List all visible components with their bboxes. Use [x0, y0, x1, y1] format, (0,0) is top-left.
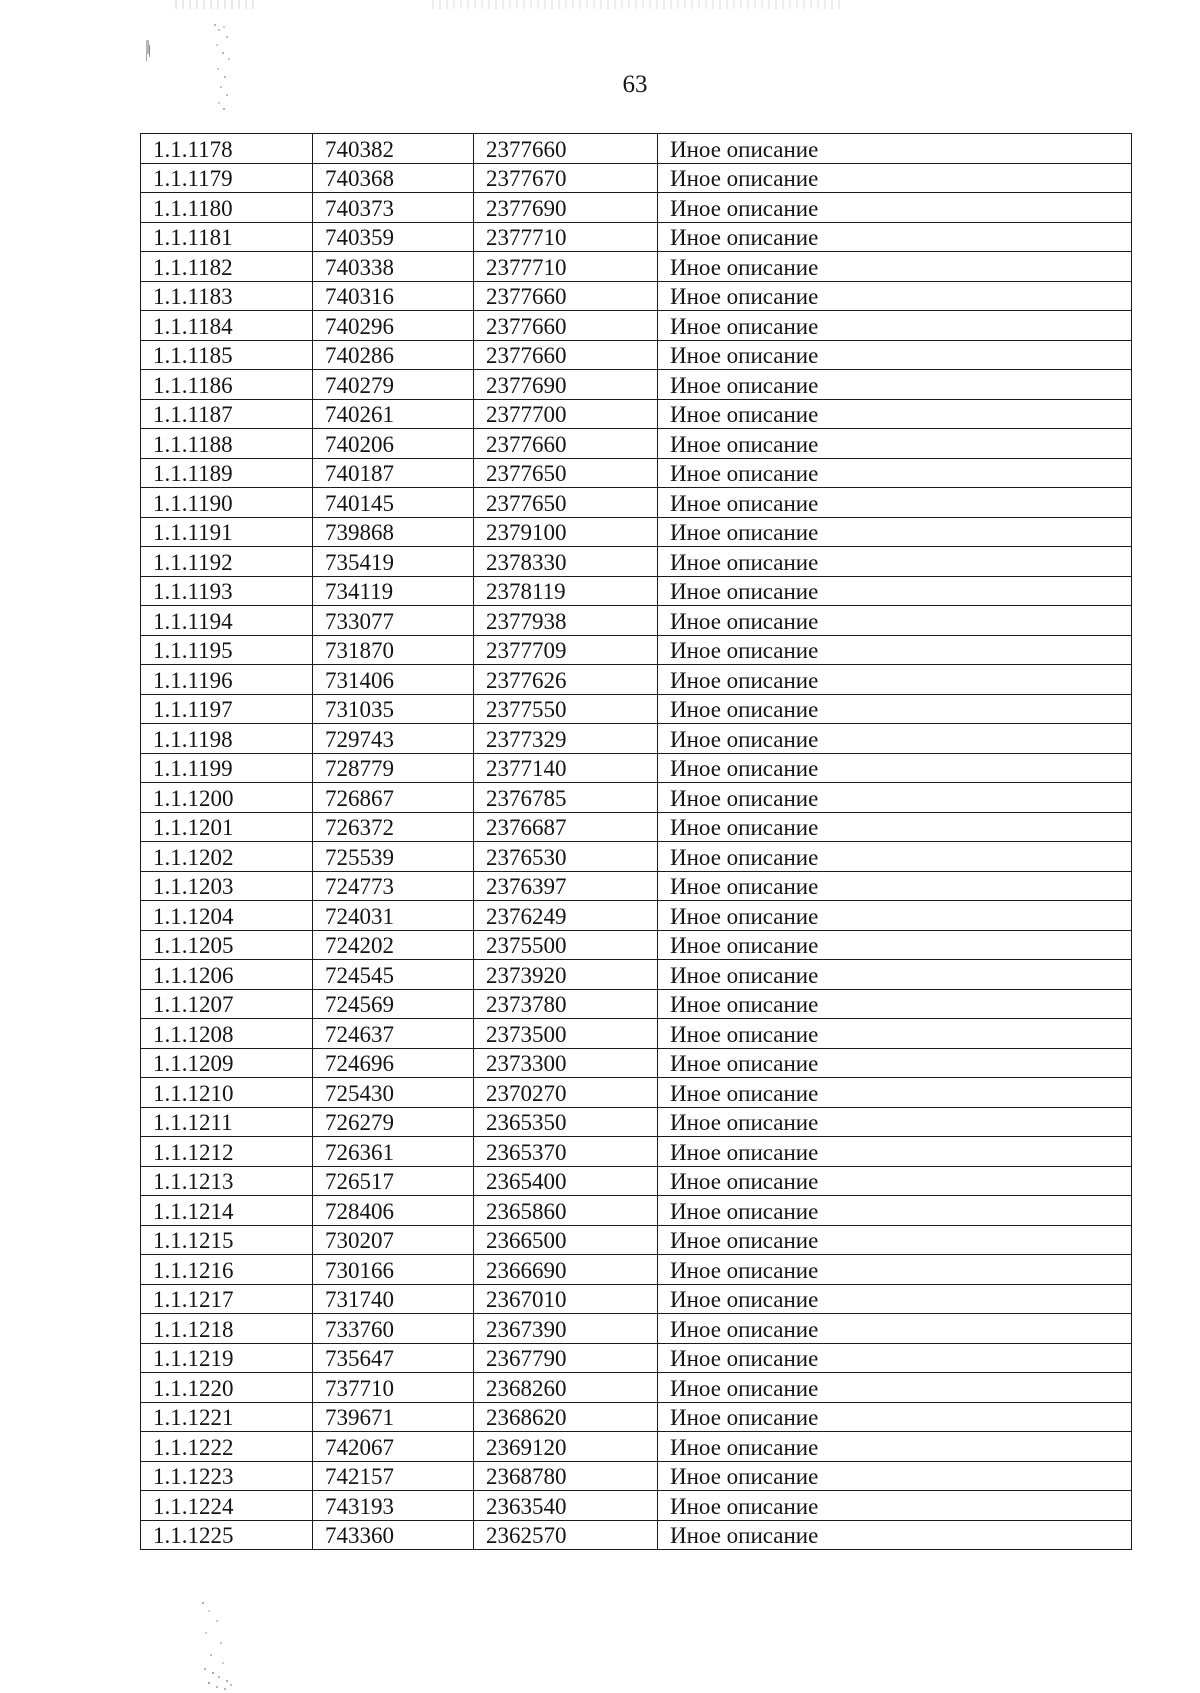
coordinate-2-cell: 2367390: [474, 1314, 658, 1344]
coordinate-2-cell: 2377700: [474, 399, 658, 429]
description-cell: Иное описание: [658, 724, 1132, 754]
coordinate-2-cell: 2377670: [474, 163, 658, 193]
table-row: [141, 724, 1132, 754]
point-id-cell: 1.1.1225: [141, 1520, 313, 1550]
coordinate-2-cell: 2376530: [474, 842, 658, 872]
point-id-cell: 1.1.1180: [141, 193, 313, 223]
description-cell: Иное описание: [658, 222, 1132, 252]
coordinate-1-cell: 731406: [313, 665, 474, 695]
coordinate-1-cell: 742067: [313, 1432, 474, 1462]
table-row: [141, 1343, 1132, 1373]
coordinate-1-cell: 739868: [313, 517, 474, 547]
table-row: [141, 134, 1132, 164]
coordinate-2-cell: 2373300: [474, 1048, 658, 1078]
table-row: [141, 635, 1132, 665]
point-id-cell: 1.1.1191: [141, 517, 313, 547]
coordinate-1-cell: 726517: [313, 1166, 474, 1196]
scan-speck: [146, 40, 149, 54]
description-cell: Иное описание: [658, 311, 1132, 341]
table-row: [141, 311, 1132, 341]
table-row: [141, 1284, 1132, 1314]
coordinate-1-cell: 728779: [313, 753, 474, 783]
description-cell: Иное описание: [658, 812, 1132, 842]
coordinate-2-cell: 2368780: [474, 1461, 658, 1491]
description-cell: Иное описание: [658, 1432, 1132, 1462]
coordinate-1-cell: 740279: [313, 370, 474, 400]
table-row: [141, 753, 1132, 783]
point-id-cell: 1.1.1214: [141, 1196, 313, 1226]
table-row: [141, 252, 1132, 282]
table-row: [141, 193, 1132, 223]
description-cell: Иное описание: [658, 252, 1132, 282]
point-id-cell: 1.1.1188: [141, 429, 313, 459]
description-cell: Иное описание: [658, 429, 1132, 459]
coordinate-2-cell: 2376249: [474, 901, 658, 931]
description-cell: Иное описание: [658, 1314, 1132, 1344]
coordinate-2-cell: 2377709: [474, 635, 658, 665]
coordinate-1-cell: 730207: [313, 1225, 474, 1255]
table-row: [141, 399, 1132, 429]
coordinate-1-cell: 740338: [313, 252, 474, 282]
table-row: [141, 576, 1132, 606]
description-cell: Иное описание: [658, 1373, 1132, 1403]
point-id-cell: 1.1.1201: [141, 812, 313, 842]
description-cell: Иное описание: [658, 694, 1132, 724]
point-id-cell: 1.1.1209: [141, 1048, 313, 1078]
table-row: [141, 871, 1132, 901]
table-row: [141, 1196, 1132, 1226]
point-id-cell: 1.1.1179: [141, 163, 313, 193]
table-row: [141, 901, 1132, 931]
coordinate-2-cell: 2375500: [474, 930, 658, 960]
coordinate-1-cell: 728406: [313, 1196, 474, 1226]
point-id-cell: 1.1.1186: [141, 370, 313, 400]
coordinate-1-cell: 731740: [313, 1284, 474, 1314]
coordinate-1-cell: 726279: [313, 1107, 474, 1137]
coordinates-table-body: [141, 134, 1132, 1550]
description-cell: Иное описание: [658, 1107, 1132, 1137]
description-cell: Иное описание: [658, 930, 1132, 960]
table-row: [141, 930, 1132, 960]
table-row: [141, 783, 1132, 813]
coordinate-2-cell: 2368620: [474, 1402, 658, 1432]
coordinate-2-cell: 2373920: [474, 960, 658, 990]
scan-speck: [202, 1602, 204, 1604]
point-id-cell: 1.1.1178: [141, 134, 313, 164]
table-row: [141, 842, 1132, 872]
description-cell: Иное описание: [658, 1520, 1132, 1550]
coordinate-2-cell: 2365860: [474, 1196, 658, 1226]
coordinate-2-cell: 2377650: [474, 488, 658, 518]
point-id-cell: 1.1.1182: [141, 252, 313, 282]
coordinate-2-cell: 2379100: [474, 517, 658, 547]
scan-noise: [175, 0, 259, 9]
coordinate-1-cell: 724569: [313, 989, 474, 1019]
description-cell: Иное описание: [658, 1343, 1132, 1373]
coordinate-1-cell: 731870: [313, 635, 474, 665]
coordinate-1-cell: 740382: [313, 134, 474, 164]
coordinate-2-cell: 2369120: [474, 1432, 658, 1462]
coordinate-1-cell: 724202: [313, 930, 474, 960]
point-id-cell: 1.1.1203: [141, 871, 313, 901]
table-row: [141, 1107, 1132, 1137]
point-id-cell: 1.1.1194: [141, 606, 313, 636]
coordinate-1-cell: 740145: [313, 488, 474, 518]
point-id-cell: 1.1.1196: [141, 665, 313, 695]
coordinate-1-cell: 726361: [313, 1137, 474, 1167]
coordinate-2-cell: 2376397: [474, 871, 658, 901]
coordinate-2-cell: 2377690: [474, 370, 658, 400]
point-id-cell: 1.1.1212: [141, 1137, 313, 1167]
point-id-cell: 1.1.1205: [141, 930, 313, 960]
description-cell: Иное описание: [658, 842, 1132, 872]
table-row: [141, 517, 1132, 547]
coordinate-2-cell: 2377660: [474, 340, 658, 370]
table-row: [141, 429, 1132, 459]
coordinate-1-cell: 740296: [313, 311, 474, 341]
table-row: [141, 812, 1132, 842]
description-cell: Иное описание: [658, 399, 1132, 429]
coordinate-1-cell: 724031: [313, 901, 474, 931]
table-row: [141, 1432, 1132, 1462]
table-row: [141, 1373, 1132, 1403]
point-id-cell: 1.1.1223: [141, 1461, 313, 1491]
table-row: [141, 606, 1132, 636]
description-cell: Иное описание: [658, 370, 1132, 400]
point-id-cell: 1.1.1222: [141, 1432, 313, 1462]
coordinate-1-cell: 731035: [313, 694, 474, 724]
table-row: [141, 163, 1132, 193]
table-row: [141, 1314, 1132, 1344]
coordinates-table: [140, 133, 1132, 1550]
coordinate-1-cell: 724637: [313, 1019, 474, 1049]
coordinate-2-cell: 2373780: [474, 989, 658, 1019]
point-id-cell: 1.1.1215: [141, 1225, 313, 1255]
coordinate-2-cell: 2377660: [474, 429, 658, 459]
point-id-cell: 1.1.1185: [141, 340, 313, 370]
table-row: [141, 1491, 1132, 1521]
table-row: [141, 370, 1132, 400]
table-row: [141, 547, 1132, 577]
coordinate-1-cell: 725430: [313, 1078, 474, 1108]
description-cell: Иное описание: [658, 517, 1132, 547]
coordinate-1-cell: 724773: [313, 871, 474, 901]
coordinate-1-cell: 743360: [313, 1520, 474, 1550]
point-id-cell: 1.1.1200: [141, 783, 313, 813]
point-id-cell: 1.1.1218: [141, 1314, 313, 1344]
coordinate-2-cell: 2365350: [474, 1107, 658, 1137]
point-id-cell: 1.1.1199: [141, 753, 313, 783]
coordinate-2-cell: 2366690: [474, 1255, 658, 1285]
point-id-cell: 1.1.1187: [141, 399, 313, 429]
table-row: [141, 281, 1132, 311]
coordinate-1-cell: 724696: [313, 1048, 474, 1078]
description-cell: Иное описание: [658, 1402, 1132, 1432]
description-cell: Иное описание: [658, 281, 1132, 311]
point-id-cell: 1.1.1183: [141, 281, 313, 311]
coordinate-2-cell: 2362570: [474, 1520, 658, 1550]
table-row: [141, 1078, 1132, 1108]
coordinate-1-cell: 733760: [313, 1314, 474, 1344]
point-id-cell: 1.1.1198: [141, 724, 313, 754]
coordinate-1-cell: 730166: [313, 1255, 474, 1285]
description-cell: Иное описание: [658, 753, 1132, 783]
point-id-cell: 1.1.1190: [141, 488, 313, 518]
description-cell: Иное описание: [658, 163, 1132, 193]
coordinate-1-cell: 726372: [313, 812, 474, 842]
coordinate-1-cell: 739671: [313, 1402, 474, 1432]
description-cell: Иное описание: [658, 458, 1132, 488]
table-row: [141, 665, 1132, 695]
coordinate-1-cell: 740373: [313, 193, 474, 223]
point-id-cell: 1.1.1193: [141, 576, 313, 606]
coordinate-2-cell: 2376687: [474, 812, 658, 842]
table-row: [141, 1255, 1132, 1285]
coordinate-2-cell: 2377710: [474, 222, 658, 252]
description-cell: Иное описание: [658, 989, 1132, 1019]
table-row: [141, 222, 1132, 252]
description-cell: Иное описание: [658, 635, 1132, 665]
coordinate-1-cell: 737710: [313, 1373, 474, 1403]
description-cell: Иное описание: [658, 1255, 1132, 1285]
point-id-cell: 1.1.1206: [141, 960, 313, 990]
coordinate-1-cell: 726867: [313, 783, 474, 813]
point-id-cell: 1.1.1192: [141, 547, 313, 577]
description-cell: Иное описание: [658, 134, 1132, 164]
coordinate-2-cell: 2368260: [474, 1373, 658, 1403]
description-cell: Иное описание: [658, 871, 1132, 901]
description-cell: Иное описание: [658, 1048, 1132, 1078]
table-row: [141, 1225, 1132, 1255]
point-id-cell: 1.1.1221: [141, 1402, 313, 1432]
coordinate-2-cell: 2373500: [474, 1019, 658, 1049]
coordinate-1-cell: 733077: [313, 606, 474, 636]
coordinate-2-cell: 2365370: [474, 1137, 658, 1167]
point-id-cell: 1.1.1211: [141, 1107, 313, 1137]
coordinate-2-cell: 2370270: [474, 1078, 658, 1108]
table-row: [141, 1402, 1132, 1432]
point-id-cell: 1.1.1195: [141, 635, 313, 665]
point-id-cell: 1.1.1189: [141, 458, 313, 488]
description-cell: Иное описание: [658, 193, 1132, 223]
coordinate-2-cell: 2366500: [474, 1225, 658, 1255]
point-id-cell: 1.1.1202: [141, 842, 313, 872]
coordinate-1-cell: 740368: [313, 163, 474, 193]
table-row: [141, 340, 1132, 370]
description-cell: Иное описание: [658, 606, 1132, 636]
coordinate-2-cell: 2377690: [474, 193, 658, 223]
coordinate-1-cell: 725539: [313, 842, 474, 872]
description-cell: Иное описание: [658, 901, 1132, 931]
description-cell: Иное описание: [658, 960, 1132, 990]
page-number: 63: [622, 71, 648, 98]
description-cell: Иное описание: [658, 1196, 1132, 1226]
description-cell: Иное описание: [658, 1137, 1132, 1167]
point-id-cell: 1.1.1219: [141, 1343, 313, 1373]
table-row: [141, 1019, 1132, 1049]
table-row: [141, 960, 1132, 990]
coordinate-2-cell: 2367010: [474, 1284, 658, 1314]
description-cell: Иное описание: [658, 1166, 1132, 1196]
point-id-cell: 1.1.1207: [141, 989, 313, 1019]
coordinate-2-cell: 2377140: [474, 753, 658, 783]
coordinate-2-cell: 2377650: [474, 458, 658, 488]
coordinate-1-cell: 740261: [313, 399, 474, 429]
point-id-cell: 1.1.1216: [141, 1255, 313, 1285]
description-cell: Иное описание: [658, 1284, 1132, 1314]
description-cell: Иное описание: [658, 1078, 1132, 1108]
point-id-cell: 1.1.1204: [141, 901, 313, 931]
coordinate-1-cell: 740286: [313, 340, 474, 370]
coordinate-2-cell: 2377660: [474, 281, 658, 311]
point-id-cell: 1.1.1220: [141, 1373, 313, 1403]
point-id-cell: 1.1.1224: [141, 1491, 313, 1521]
scan-speck: [214, 24, 216, 26]
table-row: [141, 1520, 1132, 1550]
scan-noise: [432, 0, 842, 9]
description-cell: Иное описание: [658, 488, 1132, 518]
point-id-cell: 1.1.1213: [141, 1166, 313, 1196]
description-cell: Иное описание: [658, 576, 1132, 606]
description-cell: Иное описание: [658, 665, 1132, 695]
table-row: [141, 1048, 1132, 1078]
table-row: [141, 458, 1132, 488]
table-row: [141, 1166, 1132, 1196]
coordinate-2-cell: 2376785: [474, 783, 658, 813]
coordinate-1-cell: 742157: [313, 1461, 474, 1491]
coordinate-2-cell: 2377938: [474, 606, 658, 636]
point-id-cell: 1.1.1217: [141, 1284, 313, 1314]
coordinate-1-cell: 740316: [313, 281, 474, 311]
coordinate-2-cell: 2377660: [474, 134, 658, 164]
coordinate-2-cell: 2377626: [474, 665, 658, 695]
point-id-cell: 1.1.1181: [141, 222, 313, 252]
point-id-cell: 1.1.1197: [141, 694, 313, 724]
coordinate-1-cell: 729743: [313, 724, 474, 754]
table-row: [141, 694, 1132, 724]
description-cell: Иное описание: [658, 340, 1132, 370]
point-id-cell: 1.1.1184: [141, 311, 313, 341]
description-cell: Иное описание: [658, 1019, 1132, 1049]
table-row: [141, 1461, 1132, 1491]
point-id-cell: 1.1.1208: [141, 1019, 313, 1049]
coordinate-1-cell: 740187: [313, 458, 474, 488]
coordinate-2-cell: 2377710: [474, 252, 658, 282]
description-cell: Иное описание: [658, 1461, 1132, 1491]
table-row: [141, 488, 1132, 518]
coordinate-2-cell: 2367790: [474, 1343, 658, 1373]
coordinate-2-cell: 2378119: [474, 576, 658, 606]
coordinate-1-cell: 735419: [313, 547, 474, 577]
point-id-cell: 1.1.1210: [141, 1078, 313, 1108]
coordinate-2-cell: 2377329: [474, 724, 658, 754]
description-cell: Иное описание: [658, 783, 1132, 813]
coordinate-2-cell: 2377660: [474, 311, 658, 341]
coordinate-2-cell: 2363540: [474, 1491, 658, 1521]
description-cell: Иное описание: [658, 1225, 1132, 1255]
coordinate-1-cell: 724545: [313, 960, 474, 990]
coordinate-1-cell: 740206: [313, 429, 474, 459]
coordinate-1-cell: 740359: [313, 222, 474, 252]
coordinate-2-cell: 2377550: [474, 694, 658, 724]
description-cell: Иное описание: [658, 1491, 1132, 1521]
coordinate-2-cell: 2378330: [474, 547, 658, 577]
table-row: [141, 989, 1132, 1019]
coordinate-1-cell: 734119: [313, 576, 474, 606]
table-row: [141, 1137, 1132, 1167]
description-cell: Иное описание: [658, 547, 1132, 577]
coordinate-1-cell: 735647: [313, 1343, 474, 1373]
coordinate-1-cell: 743193: [313, 1491, 474, 1521]
coordinate-2-cell: 2365400: [474, 1166, 658, 1196]
